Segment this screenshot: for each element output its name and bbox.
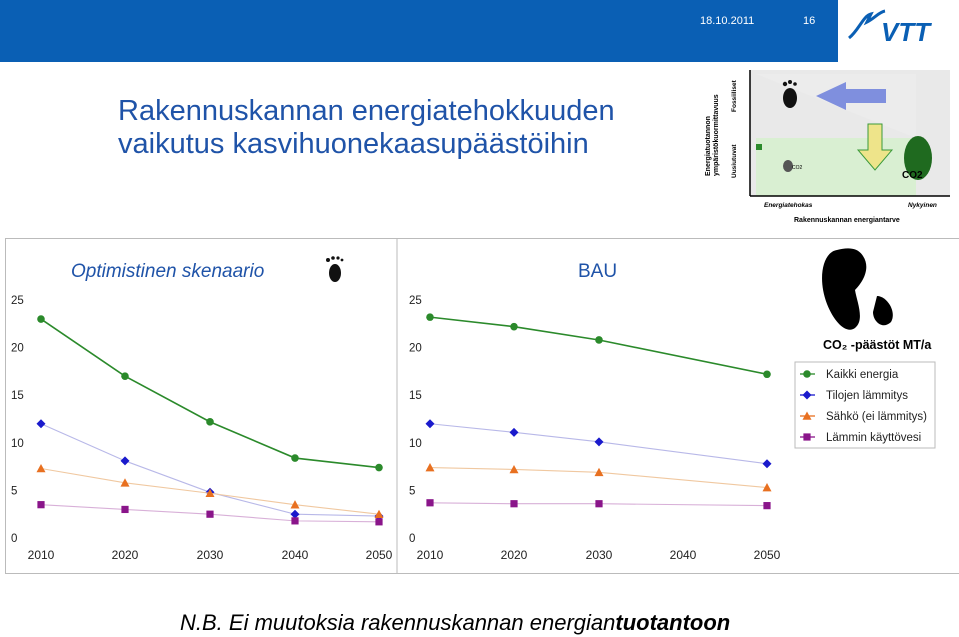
footer-note bbox=[180, 610, 730, 636]
chart-1-series-4-point bbox=[375, 518, 382, 525]
chart-2-y-tick: 0 bbox=[409, 533, 416, 545]
legend-marker bbox=[803, 433, 810, 440]
chart-1-y-tick: 0 bbox=[11, 533, 18, 545]
footer-note-emphasis: tuotantoon bbox=[615, 610, 731, 635]
concept-top-label: Fossiiliset bbox=[731, 80, 738, 112]
chart-1-x-tick: 2040 bbox=[281, 548, 309, 562]
header-blue-band bbox=[0, 0, 838, 62]
concept-co2-small: CO2 bbox=[792, 165, 803, 171]
legend-entry: Sähkö (ei lämmitys) bbox=[826, 411, 927, 423]
concept-x-right: Nykyinen bbox=[908, 202, 937, 209]
chart-2-x-tick: 2010 bbox=[416, 548, 444, 562]
legend-title: CO₂ -päästöt MT/a bbox=[823, 338, 932, 352]
emissions-chart bbox=[5, 238, 959, 574]
chart-2-series-4-point bbox=[510, 500, 517, 507]
chart-1-title: Optimistinen skenaario bbox=[71, 261, 265, 282]
concept-diagram bbox=[696, 66, 956, 228]
chart-2-y-tick: 5 bbox=[409, 485, 416, 498]
header-bar bbox=[0, 0, 959, 62]
chart-2-series-4-point bbox=[426, 499, 433, 506]
chart-2-series-1-point bbox=[510, 323, 518, 331]
chart-1-x-tick: 2010 bbox=[27, 548, 55, 562]
concept-x-title: Rakennuskannan energiantarve bbox=[794, 217, 900, 224]
chart-2-y-tick: 20 bbox=[409, 342, 422, 355]
page-title bbox=[118, 95, 678, 161]
vtt-logo-swoosh-icon bbox=[849, 11, 885, 38]
chart-2-series-4-point bbox=[595, 500, 602, 507]
chart-1-y-tick: 20 bbox=[11, 342, 24, 355]
page-title-line-2: vaikutus kasvihuonekaasupäästöihin bbox=[118, 128, 589, 160]
chart-2-x-tick: 2050 bbox=[753, 548, 781, 562]
chart-1-y-tick: 25 bbox=[11, 295, 24, 307]
chart-2-x-tick: 2030 bbox=[585, 548, 613, 562]
concept-x-left: Energiatehokas bbox=[764, 202, 813, 209]
chart-1-y-tick: 5 bbox=[11, 485, 18, 498]
concept-green-marker bbox=[756, 144, 762, 150]
chart-2-y-tick: 10 bbox=[409, 437, 422, 450]
concept-co2-big: CO2 bbox=[902, 170, 923, 181]
chart-2-x-tick: 2040 bbox=[669, 548, 697, 562]
header-page-number: 16 bbox=[803, 15, 816, 27]
chart-1-x-tick: 2020 bbox=[111, 548, 139, 562]
legend-entry: Kaikki energia bbox=[826, 369, 899, 381]
chart-1-series-4-point bbox=[121, 506, 128, 513]
concept-y-label-2: ympäristökuormittavuus bbox=[713, 94, 720, 176]
concept-diagram-green-zone bbox=[756, 138, 916, 196]
concept-bottom-label: Uusiutuvat bbox=[731, 144, 738, 178]
chart-1-series-1-point bbox=[121, 372, 129, 380]
chart-1-series-4-point bbox=[37, 501, 44, 508]
chart-2-series-1-point bbox=[595, 336, 603, 344]
legend-entry: Tilojen lämmitys bbox=[826, 390, 909, 402]
concept-y-label-1: Energiatuotannon bbox=[705, 116, 712, 176]
footer-note-prefix: N.B. Ei muutoksia rakennuskannan energian bbox=[180, 610, 616, 635]
chart-1-y-tick: 15 bbox=[11, 390, 24, 403]
chart-2-series-4-point bbox=[763, 502, 770, 509]
chart-1-y-tick: 10 bbox=[11, 437, 24, 450]
chart-1-series-1-point bbox=[375, 464, 383, 472]
chart-2-x-tick: 2020 bbox=[500, 548, 528, 562]
chart-2-title: BAU bbox=[578, 261, 618, 282]
chart-2-y-tick: 25 bbox=[409, 295, 422, 307]
vtt-logo bbox=[845, 8, 953, 48]
chart-1-series-1-point bbox=[206, 418, 214, 426]
page-title-line-1: Rakennuskannan energiatehokkuuden bbox=[118, 95, 615, 127]
chart-1-x-tick: 2030 bbox=[196, 548, 224, 562]
chart-1-series-4-point bbox=[206, 511, 213, 518]
chart-2-series-1-point bbox=[426, 313, 434, 321]
chart-2-y-tick: 15 bbox=[409, 390, 422, 403]
chart-1-x-tick: 2050 bbox=[365, 548, 393, 562]
header-date: 18.10.2011 bbox=[700, 15, 755, 27]
vtt-logo-text: VTT bbox=[881, 17, 931, 47]
legend-entry: Lämmin käyttövesi bbox=[826, 432, 922, 444]
chart-1-series-1-point bbox=[291, 454, 299, 462]
chart-1-series-1-point bbox=[37, 315, 45, 323]
legend-marker bbox=[803, 370, 811, 378]
chart-1-series-4-point bbox=[291, 517, 298, 524]
chart-2-series-1-point bbox=[763, 370, 771, 378]
legend bbox=[795, 362, 935, 448]
